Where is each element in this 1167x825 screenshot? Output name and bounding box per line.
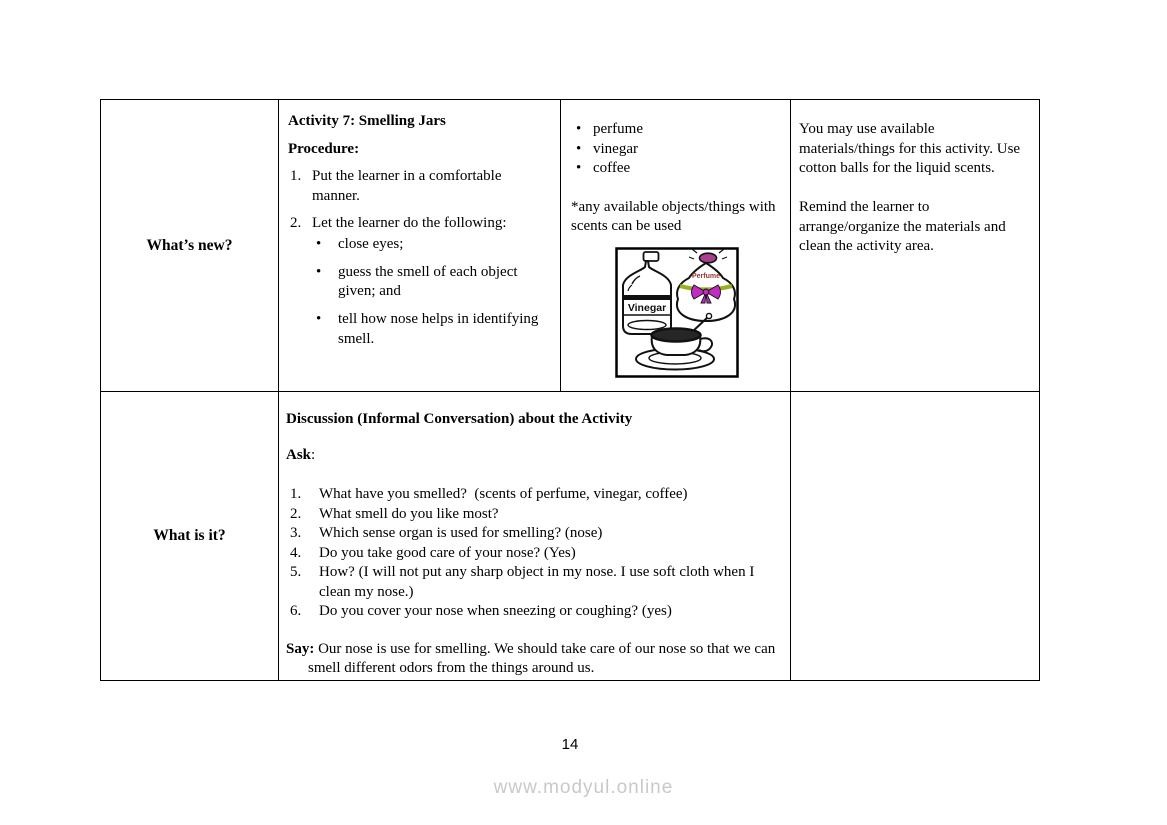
question-text: Which sense organ is used for smelling? (nose) (319, 525, 603, 541)
question-text: Do you take good care of your nose? (Yes) (319, 544, 576, 561)
guidance-paragraph: You may use available materials/things for this activity. Use cotton balls for the liquid scents. (799, 121, 1021, 176)
discussion-question (286, 524, 788, 544)
step-text: Let the learner do the following: (312, 215, 507, 231)
vinegar-label: Vinegar (627, 301, 666, 314)
question-text: What smell do you like most? (319, 505, 499, 522)
procedure-sub-bullet (288, 263, 550, 302)
watermark: www.modyul.online (493, 777, 674, 798)
question-number: 6. (290, 603, 302, 619)
cell-guidance (791, 100, 1039, 391)
say-paragraph (286, 640, 788, 679)
what-is-it-label: What is it? (153, 527, 226, 545)
question-text: How? (I will not put any sharp object in my nose. I use soft cloth when I clean my nose.) (319, 564, 759, 600)
sub-bullet-text: close eyes; (338, 235, 404, 252)
say-text: Our nose is use for smelling. We should take care of our nose so that we can smell different odors from the things around us. (308, 640, 776, 676)
step-number: 1. (290, 168, 302, 184)
procedure-sub-bullet (288, 310, 550, 349)
cell-materials (561, 100, 791, 391)
question-number: 4. (290, 544, 302, 561)
cell-activity (279, 100, 561, 391)
row-whats-new (101, 100, 1039, 392)
procedure-sub-bullet (288, 235, 550, 255)
whats-new-label: What’s new? (146, 236, 233, 254)
discussion-question (286, 563, 788, 602)
material-name: perfume (593, 121, 643, 137)
question-number: 5. (290, 564, 302, 580)
guidance-paragraph: Remind the learner to arrange/organize the materials and clean the activity area. (799, 199, 1006, 254)
bullet-icon: • (576, 140, 582, 157)
discussion-question (286, 602, 788, 622)
page-number: 14 (561, 736, 579, 753)
question-number: 1. (290, 486, 302, 502)
cell-what-is-it-header (101, 392, 279, 680)
step-number: 2. (290, 215, 302, 231)
material-item (571, 140, 782, 160)
material-item (571, 159, 782, 179)
procedure-label: Procedure: (288, 140, 360, 157)
smelling-jars-illustration (615, 247, 739, 378)
cell-empty (791, 392, 1039, 680)
perfume-label: Perfume (691, 272, 720, 280)
discussion-question (286, 544, 788, 564)
bullet-icon: • (316, 311, 322, 327)
question-number: 3. (290, 525, 302, 541)
materials-note: *any available objects/things with scents can be used (571, 198, 776, 234)
bullet-icon: • (316, 263, 322, 280)
module-table (100, 99, 1040, 681)
cell-discussion (279, 392, 791, 680)
question-number: 2. (290, 505, 302, 522)
row-what-is-it (101, 392, 1039, 680)
question-text: Do you cover your nose when sneezing or coughing? (yes) (319, 603, 672, 619)
bullet-icon: • (316, 235, 322, 252)
ask-label-line (286, 446, 788, 466)
discussion-question (286, 505, 788, 525)
material-name: vinegar (593, 140, 638, 157)
activity-title: Activity 7: Smelling Jars (288, 113, 446, 129)
discussion-question (286, 485, 788, 505)
procedure-step (288, 214, 550, 234)
sub-bullet-text: guess the smell of each object given; and (338, 263, 518, 299)
ask-label: Ask (286, 446, 312, 463)
question-text: What have you smelled? (scents of perfume, vinegar, coffee) (319, 486, 688, 502)
procedure-step (288, 167, 550, 206)
say-label: Say: (286, 640, 315, 657)
material-item (571, 120, 782, 140)
material-name: coffee (593, 160, 631, 176)
cell-whats-new-header (101, 100, 279, 391)
bullet-icon: • (576, 121, 582, 137)
bullet-icon: • (576, 160, 582, 176)
sub-bullet-text: tell how nose helps in identifying smell. (338, 311, 539, 347)
ask-punct: : (311, 446, 316, 463)
step-text: Put the learner in a comfortable manner. (312, 168, 502, 204)
discussion-title: Discussion (Informal Conversation) about the Activity (286, 411, 633, 427)
